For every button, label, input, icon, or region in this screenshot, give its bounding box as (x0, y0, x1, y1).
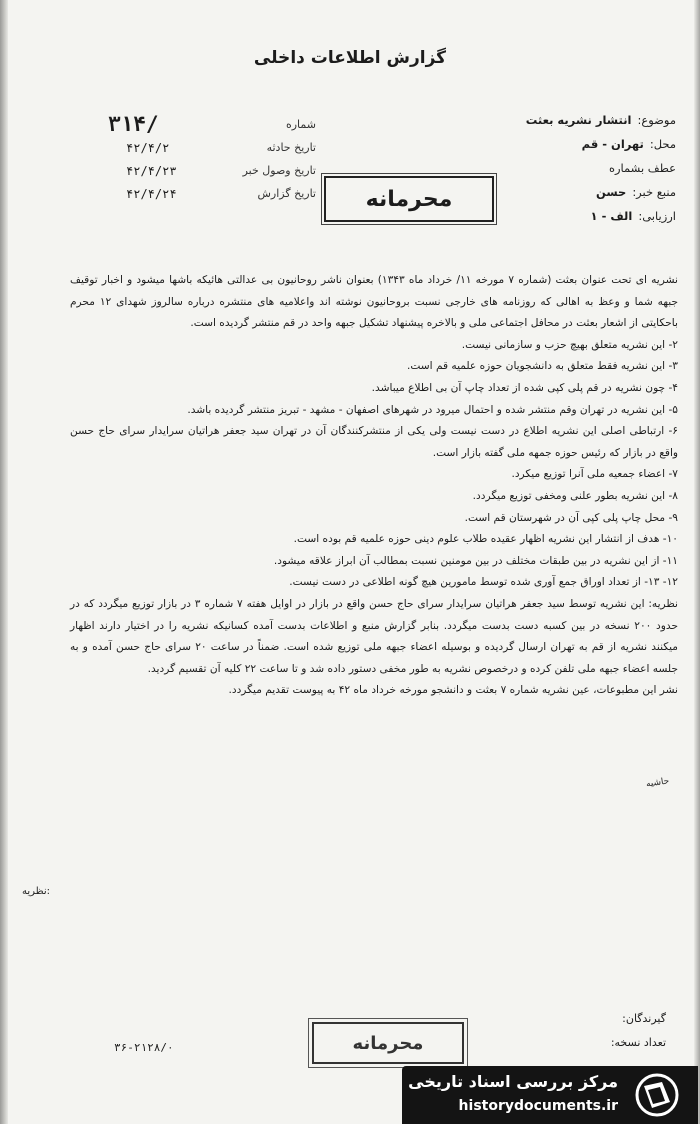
scan-edge-right (694, 0, 700, 1124)
body-paragraph: نشریه ای تحت عنوان بعثت (شماره ۷ مورخه ۱۱/ خرداد ماه ۱۳۴۳) بعنوان ناشر روحانیون بی عدالتی هائیکه باشها میشود و اخبار توقیف جبهه شما و وعظ به اهالی که روزنامه های خارجی نسبت بروحانیون نوشته اند واعلامیه های منتشره درباره سالروز شهدای ۱۲ محرم باحکایتی از اشعار بعثت در محافل اجتماعی ملی و بالاخره پیشنهاد تشکیل جبهه واحد در قم منتشر گردیده است. (70, 274, 678, 330)
meta-row-number (126, 113, 316, 136)
copies-label: تعداد نسخه: (610, 1036, 666, 1049)
side-note-margin: حاشیه (645, 776, 670, 790)
body-paragraph: ۷- اعضاء جمعیه ملی آنرا توزیع میکرد. (511, 468, 678, 481)
meta-left-block (126, 113, 316, 205)
body-paragraph: ۸- این نشریه بطور علنی ومخفی توزیع میگردد. (472, 489, 678, 502)
meta-value: الف - ۱ (590, 209, 633, 223)
meta-label: محل: (649, 137, 676, 151)
meta-label: تاریخ حادثه (266, 141, 316, 154)
body-paragraph: ۱۱- از این نشریه در بین طبقات مختلف در بین مومنین نسبت بمطالب آن ابراز علاقه میشود. (273, 554, 678, 567)
body-paragraph: ۴- چون نشریه در قم پلی کپی شده از تعداد چاپ آن بی اطلاع میباشد. (371, 381, 678, 394)
meta-label: تاریخ وصول خبر (242, 164, 316, 177)
meta-value: تهران - قم (581, 137, 644, 151)
meta-label: عطف بشماره (608, 161, 676, 175)
body-paragraph: ۵- این نشریه در تهران وقم منتشر شده و احتمال میرود در شهرهای اصفهان - مشهد - تبریز منتشر گردیده باشد. (187, 403, 678, 416)
meta-label: منبع خبر: (632, 185, 676, 199)
meta-row-receipt-date (126, 159, 316, 182)
meta-label: ارزیابی: (638, 209, 676, 223)
body-paragraph: ۲- این نشریه متعلق بهیچ حزب و سازمانی نیست. (461, 338, 678, 351)
scan-edge-left (0, 0, 8, 1124)
meta-value: ۴۲/۴/۲۴ (126, 186, 177, 201)
meta-row-subject (446, 108, 676, 132)
meta-row-report-date (126, 182, 316, 205)
meta-label: تاریخ گزارش (257, 187, 316, 200)
body-paragraph: ۱۲- ۱۳- از تعداد اوراق جمع آوری شده توسط مامورین هیچ گونه اطلاعی در دست نیست. (289, 576, 678, 589)
body-paragraph: ۳- این نشریه فقط متعلق به دانشجویان حوزه علمیه قم است. (406, 360, 678, 373)
watermark-title: مرکز بررسی اسناد تاریخی (408, 1072, 618, 1091)
meta-value: حسن (595, 185, 627, 199)
body-paragraph: ۶- ارتباطی اصلی این نشریه اطلاع در دست نیست ولی یکی از منتشرکنندگان آن در تهران سید جعفر هراتیان سرایدار سرای حاج حسن واقع در بازار که رئیس حوزه جمهه ملی گفته بازار است. (70, 425, 678, 459)
body-paragraph: نشر این مطبوعات، عین نشریه شماره ۷ بعثت و دانشجو مورخه خرداد ماه ۴۲ به پیوست تقدیم میگردد. (228, 684, 678, 697)
body-paragraph: نظریه: این نشریه توسط سید جعفر هراتیان سرایدار سرای حاج حسن واقع در بازار در اوایل هفته ۷ شماره ۳ در بازار توزیع میگردد که در حدود ۲۰۰ نسخه در بین کسبه دست بدست میگردد. بنابر گزارش منبع و اطلاعات بدست آمده کسانیکه نشریه را در اختیار دارند اظهار میکنند نشریه از قم به تهران ارسال گردیده و بوسیله اعضاء جبهه ملی توزیع شده است. ضمناً در ساعت ۲۰ سرای حاج حسن آمده و به جلسه اعضاء جبهه ملی تلفن کرده و درخصوص نشریه به طور مخفی دستور داده شد و تا ساعت ۲۲ کلیه آن تقسیم گردید. (70, 597, 679, 675)
report-serial-number: ۳۱۴/ (108, 112, 159, 136)
meta-value: انتشار نشریه بعثت (525, 113, 632, 127)
meta-label: موضوع: (637, 113, 676, 127)
recipients-label: گیرندگان: (622, 1012, 666, 1025)
archive-logo-icon (632, 1072, 682, 1118)
meta-value: ۴۲/۴/۲ (126, 140, 170, 155)
body-paragraph: ۱۰- هدف از انتشار این نشریه اظهار عقیده طلاب علوم دینی حوزه علمیه قم بوده است. (293, 533, 678, 546)
report-body (70, 270, 678, 702)
body-paragraph: ۹- محل چاپ پلی کپی آن در شهرستان قم است. (464, 511, 678, 524)
meta-label: شماره (285, 118, 316, 131)
watermark-banner (402, 1066, 698, 1124)
meta-row-location (446, 132, 676, 156)
document-code: ۳۶-۲۱۲۸/۰ (114, 1041, 174, 1054)
report-title: گزارش اطلاعات داخلی (253, 48, 447, 68)
meta-value: ۴۲/۴/۲۳ (126, 163, 177, 178)
side-note-opinion: نظریه: (22, 886, 51, 897)
confidential-stamp: محرمانه (324, 176, 494, 222)
meta-row-event-date (126, 136, 316, 159)
watermark-url: historydocuments.ir (458, 1098, 618, 1114)
confidential-stamp-footer: محرمانه (312, 1022, 464, 1064)
